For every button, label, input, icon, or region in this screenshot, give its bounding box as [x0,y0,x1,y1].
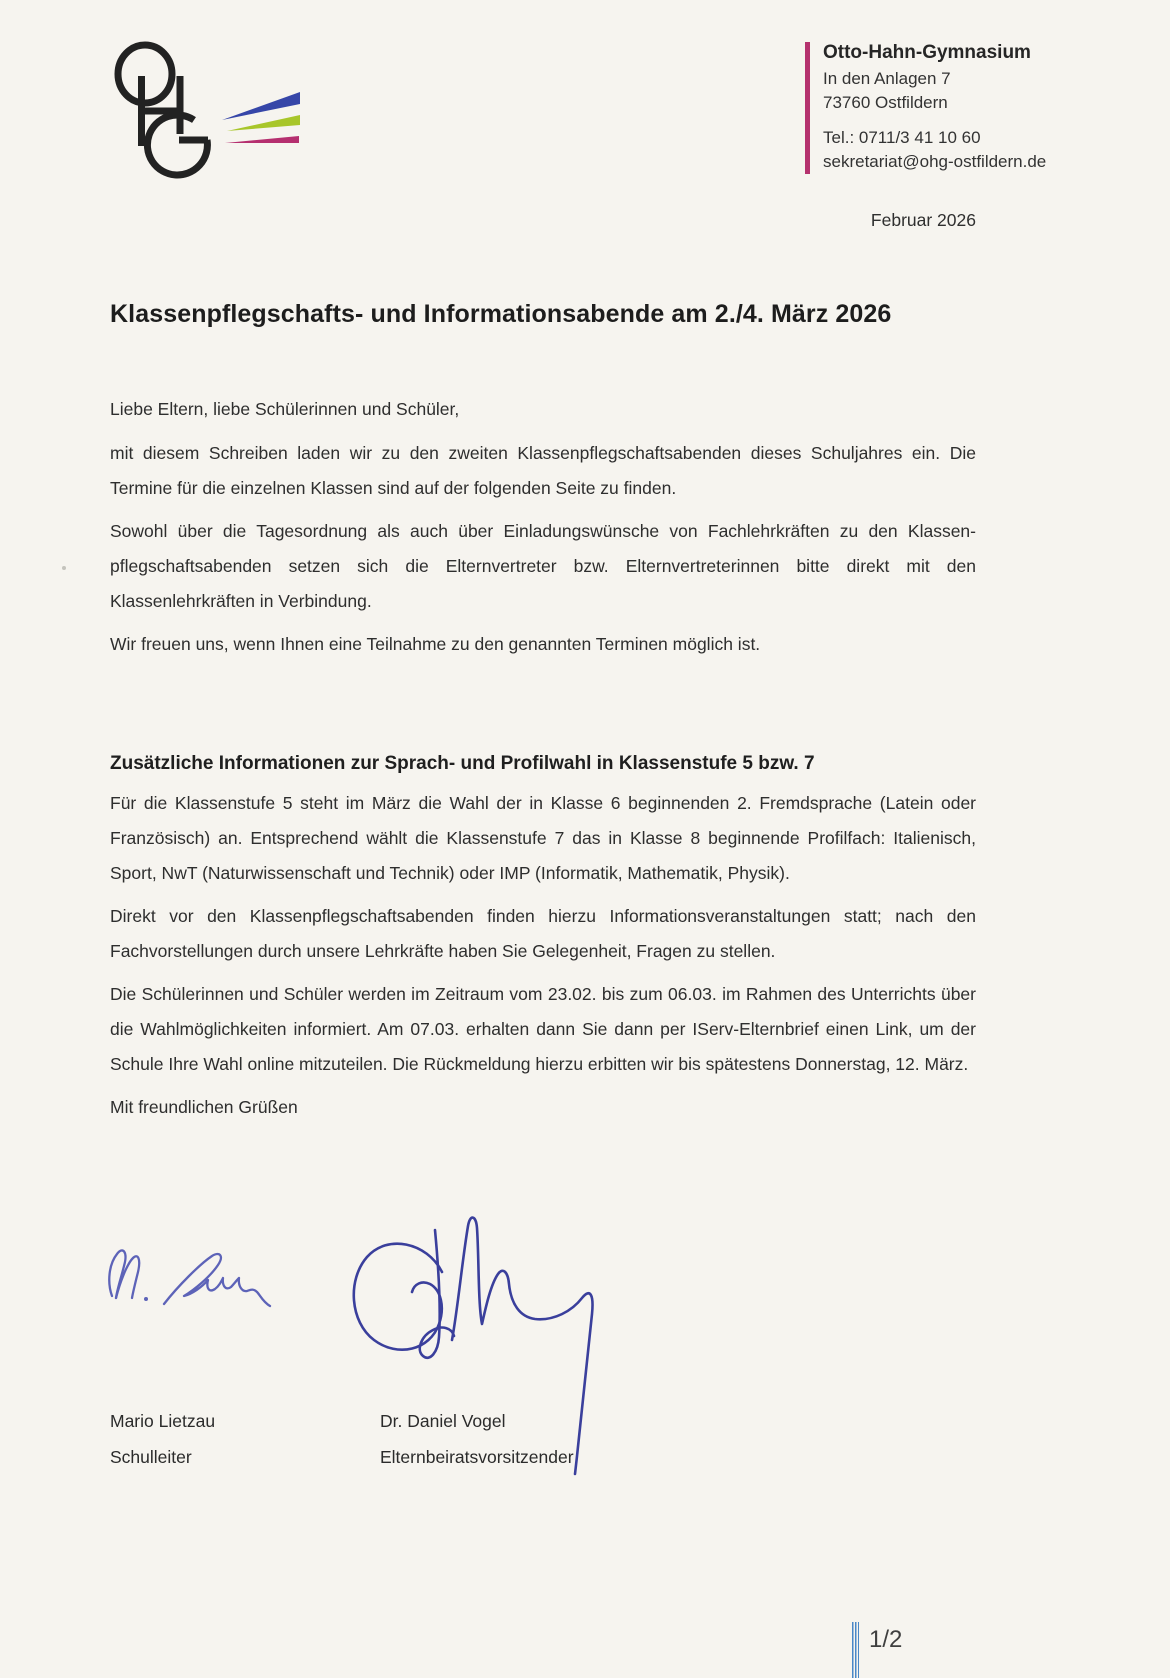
paragraph-language-choice: Für die Klassenstufe 5 steht im März die Wahl der in Klasse 6 beginnenden 2. Fremdsprache (Latein oder Französisch) an. Entsprechend wählt die Klassenstufe 7 das in Klasse 8 beginnende Profilfach: Italienisch, Sport, NwT (Naturwissenschaft und Technik) oder IMP (Informatik, Mathematik, Physik). [110,793,976,883]
school-name: Otto-Hahn-Gymnasium [823,42,1031,63]
school-street: In den Anlagen 7 [823,69,951,88]
logo-ray-magenta [225,136,299,143]
scan-speck [62,566,66,570]
page-number: 1/2 [869,1626,903,1653]
logo-ray-green [227,115,300,131]
logo-monogram-ohg [118,45,208,175]
paragraph-invitation: mit diesem Schreiben laden wir zu den zweiten Klassenpflegschaftsabenden dieses Schuljahres ein. Die Termine für die einzelnen Klassen sind auf der folgenden Seite zu finden. [110,443,976,498]
school-city: 73760 Ostfildern [823,93,948,112]
signer-right [380,1403,574,1475]
letter-body [110,392,976,1133]
paragraph-agenda: Sowohl über die Tagesordnung als auch über Einladungswünsche von Fachlehrkräften zu den Klassenpflegschaftsabenden setzen sich die Elternvertreter bzw. Elternvertreterinnen bitte direkt mit den Klassenlehrkräften in Verbindung. [110,521,976,611]
signer-right-name: Dr. Daniel Vogel [380,1411,506,1431]
signer-left [110,1403,215,1475]
signer-right-role: Elternbeiratsvorsitzender [380,1447,574,1467]
signer-left-role: Schulleiter [110,1447,192,1467]
letter-date: Februar 2026 [870,210,976,230]
signature-mario-lietzau [100,1232,300,1322]
closing-phrase: Mit freundlichen Grüßen [110,1097,298,1117]
scan-speck [536,492,539,495]
paragraph-info-events: Direkt vor den Klassenpflegschaftsabenden finden hierzu Informationsveranstaltungen statt; nach den Fachvorstellungen durch unsere Lehrkräfte haben Sie Gelegenheit, Fragen zu stellen. [110,906,976,961]
section2-heading: Zusätzliche Informationen zur Sprach- und Profilwahl in Klassenstufe 5 bzw. 7 [110,753,815,774]
ohg-logo [95,36,325,201]
school-phone: Tel.: 0711/3 41 10 60 [823,128,981,147]
logo-ray-blue [222,92,300,120]
school-email: sekretariat@ohg-ostfildern.de [823,152,1047,171]
footer-accent-bar [852,1622,859,1678]
logo-rays-icon [222,92,300,143]
signer-left-name: Mario Lietzau [110,1411,216,1431]
paragraph-attendance: Wir freuen uns, wenn Ihnen eine Teilnahme zu den genannten Terminen möglich ist. [110,634,761,654]
address-spacer [823,115,1153,126]
salutation: Liebe Eltern, liebe Schülerinnen und Schüler, [110,399,460,419]
letter-title: Klassenpflegschafts- und Informationsabende am 2./4. März 2026 [110,300,892,328]
school-address-block [805,42,1153,174]
paragraph-deadline: Die Schülerinnen und Schüler werden im Zeitraum vom 23.02. bis zum 06.03. im Rahmen des Unterrichts über die Wahlmöglichkeiten informiert. Am 07.03. erhalten dann Sie dann per IServ-Elternbrief einen Link, um der Schule Ihre Wahl online mitzuteilen. Die Rückmeldung hierzu erbitten wir bis spätestens Donnerstag, 12. März. [110,984,976,1074]
